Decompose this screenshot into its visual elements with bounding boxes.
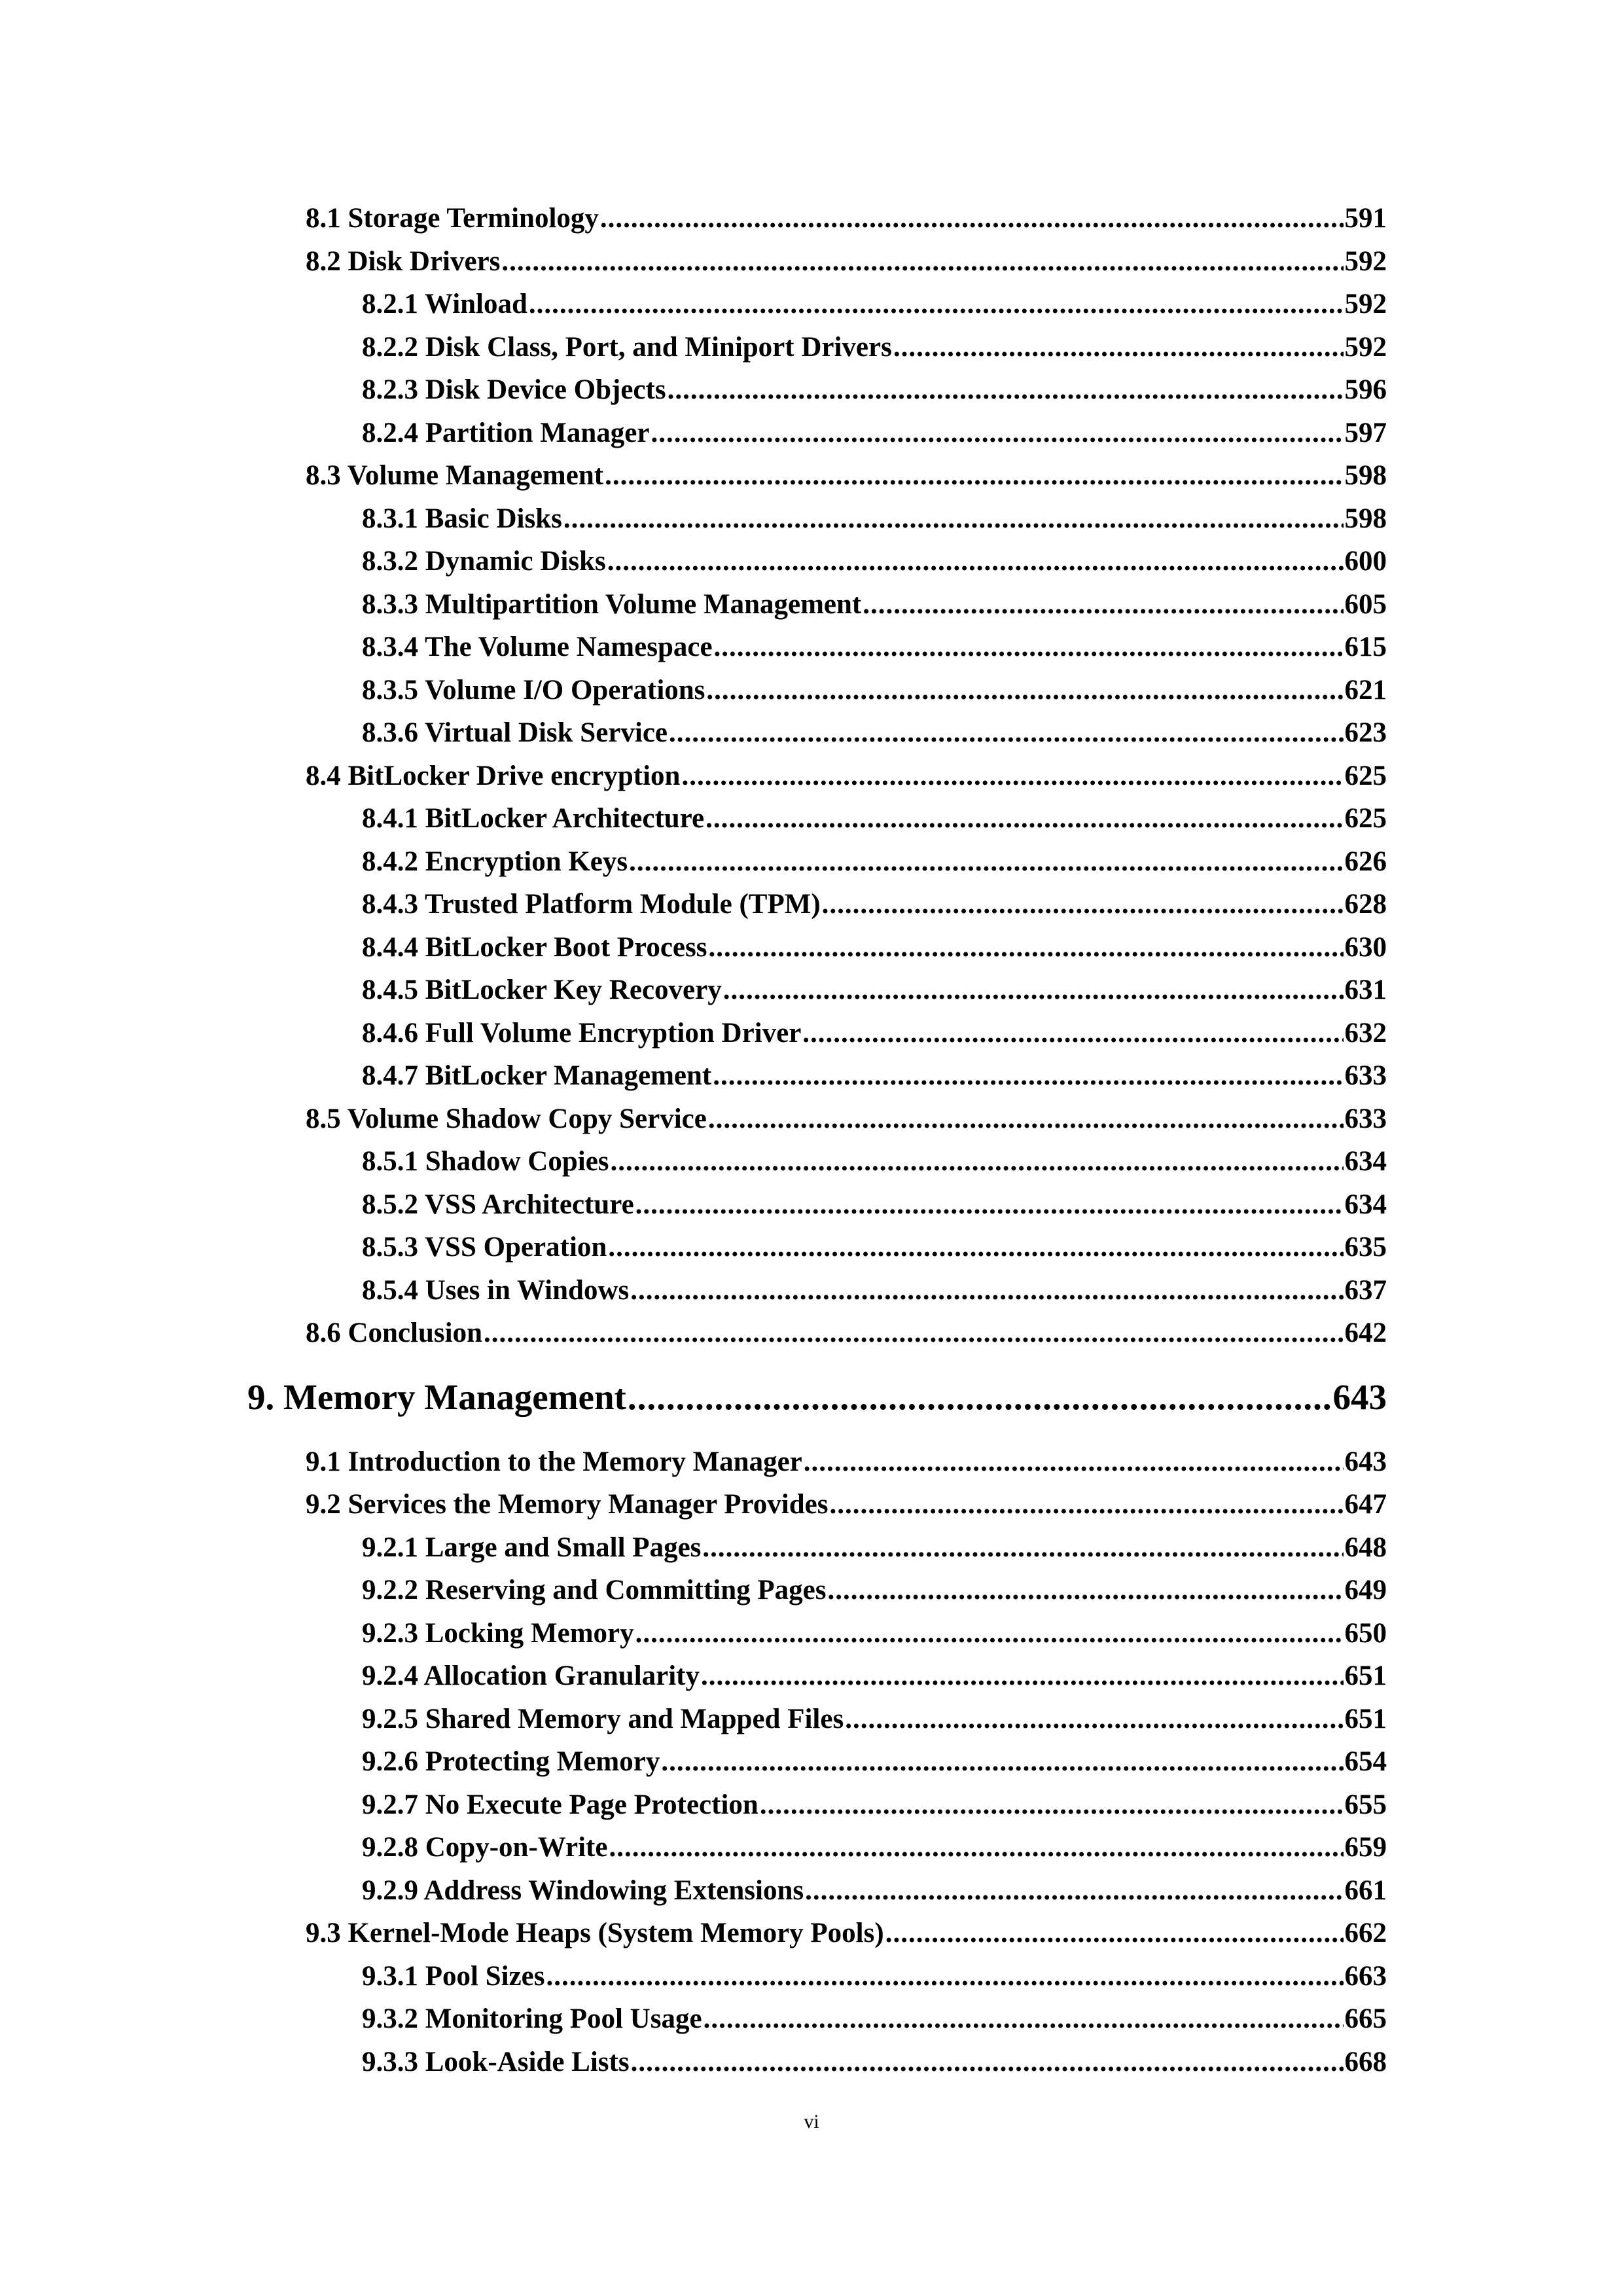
dot-leader [484, 1317, 1343, 1350]
toc-entry-page: 662 [1344, 1918, 1387, 1948]
toc-entry[interactable] [0, 545, 1387, 578]
dot-leader [609, 1831, 1343, 1864]
dot-leader [723, 974, 1344, 1007]
toc-entry-title: 8.4.2 Encryption Keys [362, 846, 628, 877]
toc-entry-page: 598 [1344, 503, 1387, 534]
toc-entry[interactable] [0, 760, 1387, 793]
toc-entry-page: 592 [1344, 245, 1387, 277]
toc-entry-page: 591 [1344, 203, 1387, 234]
toc-entry-title: 8.4.3 Trusted Platform Module (TPM) [362, 889, 821, 920]
toc-entry[interactable] [0, 1574, 1387, 1607]
toc-entry-page: 630 [1344, 931, 1387, 963]
toc-entry-page: 631 [1344, 975, 1387, 1005]
toc-entry-title: 9.2.8 Copy-on-Write [362, 1832, 608, 1863]
toc-entry[interactable] [0, 503, 1387, 535]
dot-leader [709, 931, 1344, 964]
dot-leader [635, 1189, 1344, 1221]
toc-entry-page: 615 [1344, 632, 1387, 662]
toc-entry-page: 600 [1344, 546, 1387, 577]
dot-leader [893, 331, 1344, 364]
toc-entry[interactable] [0, 1532, 1387, 1564]
toc-entry-title: 8.3.6 Virtual Disk Service [362, 717, 668, 748]
toc-entry-page: 647 [1344, 1489, 1387, 1520]
toc-entry-title: 8.5.1 Shadow Copies [362, 1146, 609, 1177]
dot-leader [605, 459, 1343, 492]
dot-leader [845, 1703, 1343, 1736]
toc-entry[interactable] [0, 459, 1387, 492]
toc-entry[interactable] [0, 1103, 1387, 1136]
toc-entry-title: 8.5 Volume Shadow Copy Service [306, 1103, 707, 1134]
toc-entry-title: 8.5.4 Uses in Windows [362, 1274, 630, 1306]
dot-leader [760, 1789, 1344, 1821]
toc-entry-page: 626 [1344, 846, 1387, 877]
toc-entry-title: 8.4 BitLocker Drive encryption [306, 760, 681, 791]
toc-entry-page: 592 [1344, 331, 1387, 363]
toc-entry-title: 9. Memory Management [247, 1376, 626, 1417]
toc-entry-page: 661 [1344, 1874, 1387, 1906]
toc-entry[interactable] [0, 1960, 1387, 1993]
dot-leader [702, 1532, 1343, 1564]
toc-entry-title: 9.2.3 Locking Memory [362, 1617, 634, 1649]
toc-entry-page: 643 [1344, 1446, 1387, 1477]
toc-entry-page: 651 [1344, 1703, 1387, 1734]
toc-entry-title: 8.4.7 BitLocker Management [362, 1060, 712, 1091]
toc-entry-page: 623 [1344, 717, 1387, 748]
page-number: vi [804, 2111, 819, 2132]
toc-entry[interactable] [0, 1145, 1387, 1178]
toc-entry[interactable] [0, 1617, 1387, 1650]
dot-leader [805, 1874, 1343, 1907]
toc-entry-title: 8.2.2 Disk Class, Port, and Miniport Drivers [362, 331, 892, 363]
toc-entry[interactable] [0, 1231, 1387, 1264]
dot-leader [827, 1574, 1343, 1607]
toc-entry[interactable] [0, 1789, 1387, 1821]
toc-entry[interactable] [0, 202, 1387, 235]
toc-entry-title: 9.3.3 Look-Aside Lists [362, 2046, 630, 2077]
dot-leader [651, 417, 1343, 450]
toc-entry-page: 668 [1344, 2046, 1387, 2077]
toc-entry-title: 9.2.6 Protecting Memory [362, 1746, 660, 1777]
toc-entry-page: 632 [1344, 1017, 1387, 1049]
toc-entry[interactable] [0, 1917, 1387, 1950]
toc-entry-page: 592 [1344, 289, 1387, 319]
dot-leader [822, 888, 1344, 921]
toc-entry-page: 621 [1344, 674, 1387, 706]
toc-entry-title: 9.2.2 Reserving and Committing Pages [362, 1575, 827, 1605]
dot-leader [714, 631, 1344, 664]
toc-entry-title: 9.2.9 Address Windowing Extensions [362, 1874, 804, 1906]
toc-entry-page: 642 [1344, 1318, 1387, 1348]
toc-entry-title: 8.1 Storage Terminology [306, 203, 599, 234]
toc-entry-title: 9.2.7 No Execute Page Protection [362, 1789, 758, 1820]
toc-entry[interactable] [0, 1703, 1387, 1736]
dot-leader [529, 288, 1344, 321]
toc-entry[interactable] [0, 974, 1387, 1007]
dot-leader [669, 717, 1344, 749]
toc-entry[interactable] [0, 288, 1387, 321]
toc-entry-page: 665 [1344, 2003, 1387, 2034]
toc-entry-page: 633 [1344, 1103, 1387, 1134]
toc-entry-title: 9.1 Introduction to the Memory Manager [306, 1446, 802, 1477]
dot-leader [885, 1917, 1344, 1950]
toc-entry-page: 654 [1344, 1746, 1387, 1777]
toc-entry-title: 8.4.5 BitLocker Key Recovery [362, 975, 722, 1005]
dot-leader [608, 1231, 1343, 1264]
toc-entry-page: 648 [1344, 1532, 1387, 1563]
dot-leader [630, 1274, 1343, 1307]
toc-entry-title: 8.2.1 Winload [362, 289, 527, 319]
toc-entry[interactable] [0, 374, 1387, 406]
dot-leader [635, 1617, 1344, 1650]
toc-entry-title: 9.3 Kernel-Mode Heaps (System Memory Pools) [306, 1918, 884, 1948]
toc-entry-title: 9.3.1 Pool Sizes [362, 1960, 545, 1992]
toc-entry[interactable] [0, 674, 1387, 707]
dot-leader [863, 588, 1343, 621]
toc-entry-title: 8.3.5 Volume I/O Operations [362, 674, 705, 706]
dot-leader [705, 802, 1343, 835]
toc-entry[interactable] [0, 331, 1387, 364]
dot-leader [611, 1145, 1344, 1178]
toc-entry-page: 597 [1344, 417, 1387, 448]
toc-entry[interactable] [0, 1274, 1387, 1307]
toc-entry[interactable] [0, 245, 1387, 278]
toc-entry-page: 655 [1344, 1789, 1387, 1820]
toc-entry-page: 635 [1344, 1232, 1387, 1263]
dot-leader [804, 1446, 1344, 1479]
dot-leader [563, 503, 1344, 535]
toc-entry-title: 8.4.1 BitLocker Architecture [362, 803, 705, 834]
toc-entry-title: 8.6 Conclusion [306, 1318, 483, 1348]
toc-entry-title: 8.2 Disk Drivers [306, 245, 501, 277]
toc-entry-page: 649 [1344, 1575, 1387, 1605]
dot-leader [668, 374, 1344, 406]
toc-entry[interactable] [0, 1060, 1387, 1092]
toc-entry-title: 8.5.3 VSS Operation [362, 1232, 607, 1263]
toc-entry[interactable] [0, 802, 1387, 835]
toc-entry-title: 8.2.4 Partition Manager [362, 417, 650, 448]
toc-entry[interactable] [0, 2003, 1387, 2036]
dot-leader [546, 1960, 1343, 1993]
toc-chapter-entry[interactable] [0, 1376, 1387, 1418]
toc-entry[interactable] [0, 846, 1387, 878]
toc-entry-page: 625 [1344, 803, 1387, 834]
dot-leader [501, 245, 1343, 278]
toc-entry-title: 9.2 Services the Memory Manager Provides [306, 1489, 829, 1520]
toc-entry[interactable] [0, 931, 1387, 964]
toc-entry-page: 637 [1344, 1274, 1387, 1306]
toc-entry-page: 634 [1344, 1146, 1387, 1177]
toc-entry-title: 8.3 Volume Management [306, 460, 604, 491]
dot-leader [661, 1746, 1343, 1778]
toc-entry[interactable] [0, 2046, 1387, 2079]
toc-entry[interactable] [0, 1874, 1387, 1907]
toc-entry-page: 650 [1344, 1617, 1387, 1649]
toc-entry-title: 8.4.6 Full Volume Encryption Driver [362, 1017, 802, 1049]
toc-entry[interactable] [0, 631, 1387, 664]
toc-entry-title: 9.3.2 Monitoring Pool Usage [362, 2003, 702, 2034]
toc-entry-title: 9.2.1 Large and Small Pages [362, 1532, 702, 1563]
toc-entry[interactable] [0, 888, 1387, 921]
toc-entry-page: 651 [1344, 1660, 1387, 1691]
toc-entry[interactable] [0, 588, 1387, 621]
toc-entry-title: 8.3.1 Basic Disks [362, 503, 562, 534]
toc-entry-title: 9.2.4 Allocation Granularity [362, 1660, 700, 1691]
dot-leader [708, 1103, 1344, 1136]
dot-leader [681, 760, 1343, 793]
dot-leader [631, 2046, 1344, 2079]
toc-entry[interactable] [0, 1189, 1387, 1221]
dot-leader [600, 202, 1344, 235]
dot-leader [829, 1488, 1343, 1521]
toc-entry-page: 659 [1344, 1832, 1387, 1863]
dot-leader [713, 1060, 1343, 1092]
toc-entry-page: 633 [1344, 1060, 1387, 1091]
toc-entry-page: 634 [1344, 1189, 1387, 1220]
toc-entry-title: 8.3.4 The Volume Namespace [362, 632, 713, 662]
toc-entry[interactable] [0, 417, 1387, 450]
dot-leader [701, 1660, 1344, 1693]
toc-entry-page: 596 [1344, 374, 1387, 405]
toc-entry[interactable] [0, 1831, 1387, 1864]
toc-entry[interactable] [0, 1017, 1387, 1050]
dot-leader [706, 674, 1343, 707]
dot-leader [704, 2003, 1344, 2036]
toc-entry-page: 605 [1344, 588, 1387, 620]
toc-entry-title: 8.2.3 Disk Device Objects [362, 374, 666, 405]
toc-entry-page: 598 [1344, 460, 1387, 491]
dot-leader [629, 846, 1343, 878]
toc-entry-page: 625 [1344, 760, 1387, 791]
toc-entry-page: 643 [1332, 1376, 1387, 1417]
dot-leader [607, 545, 1344, 578]
toc-entry[interactable] [0, 1746, 1387, 1778]
toc-entry-title: 8.3.2 Dynamic Disks [362, 546, 606, 577]
toc-entry-title: 8.3.3 Multipartition Volume Management [362, 588, 862, 620]
toc-entry[interactable] [0, 1317, 1387, 1350]
toc-entry[interactable] [0, 1488, 1387, 1521]
dot-leader [802, 1017, 1343, 1050]
toc-entry-title: 8.4.4 BitLocker Boot Process [362, 931, 707, 963]
toc-entry-title: 8.5.2 VSS Architecture [362, 1189, 634, 1220]
toc-entry[interactable] [0, 1660, 1387, 1693]
toc-entry-title: 9.2.5 Shared Memory and Mapped Files [362, 1703, 844, 1734]
toc-entry[interactable] [0, 717, 1387, 749]
dot-leader [628, 1376, 1332, 1418]
toc-entry[interactable] [0, 1446, 1387, 1479]
toc-entry-page: 663 [1344, 1960, 1387, 1992]
toc-entry-page: 628 [1344, 889, 1387, 920]
